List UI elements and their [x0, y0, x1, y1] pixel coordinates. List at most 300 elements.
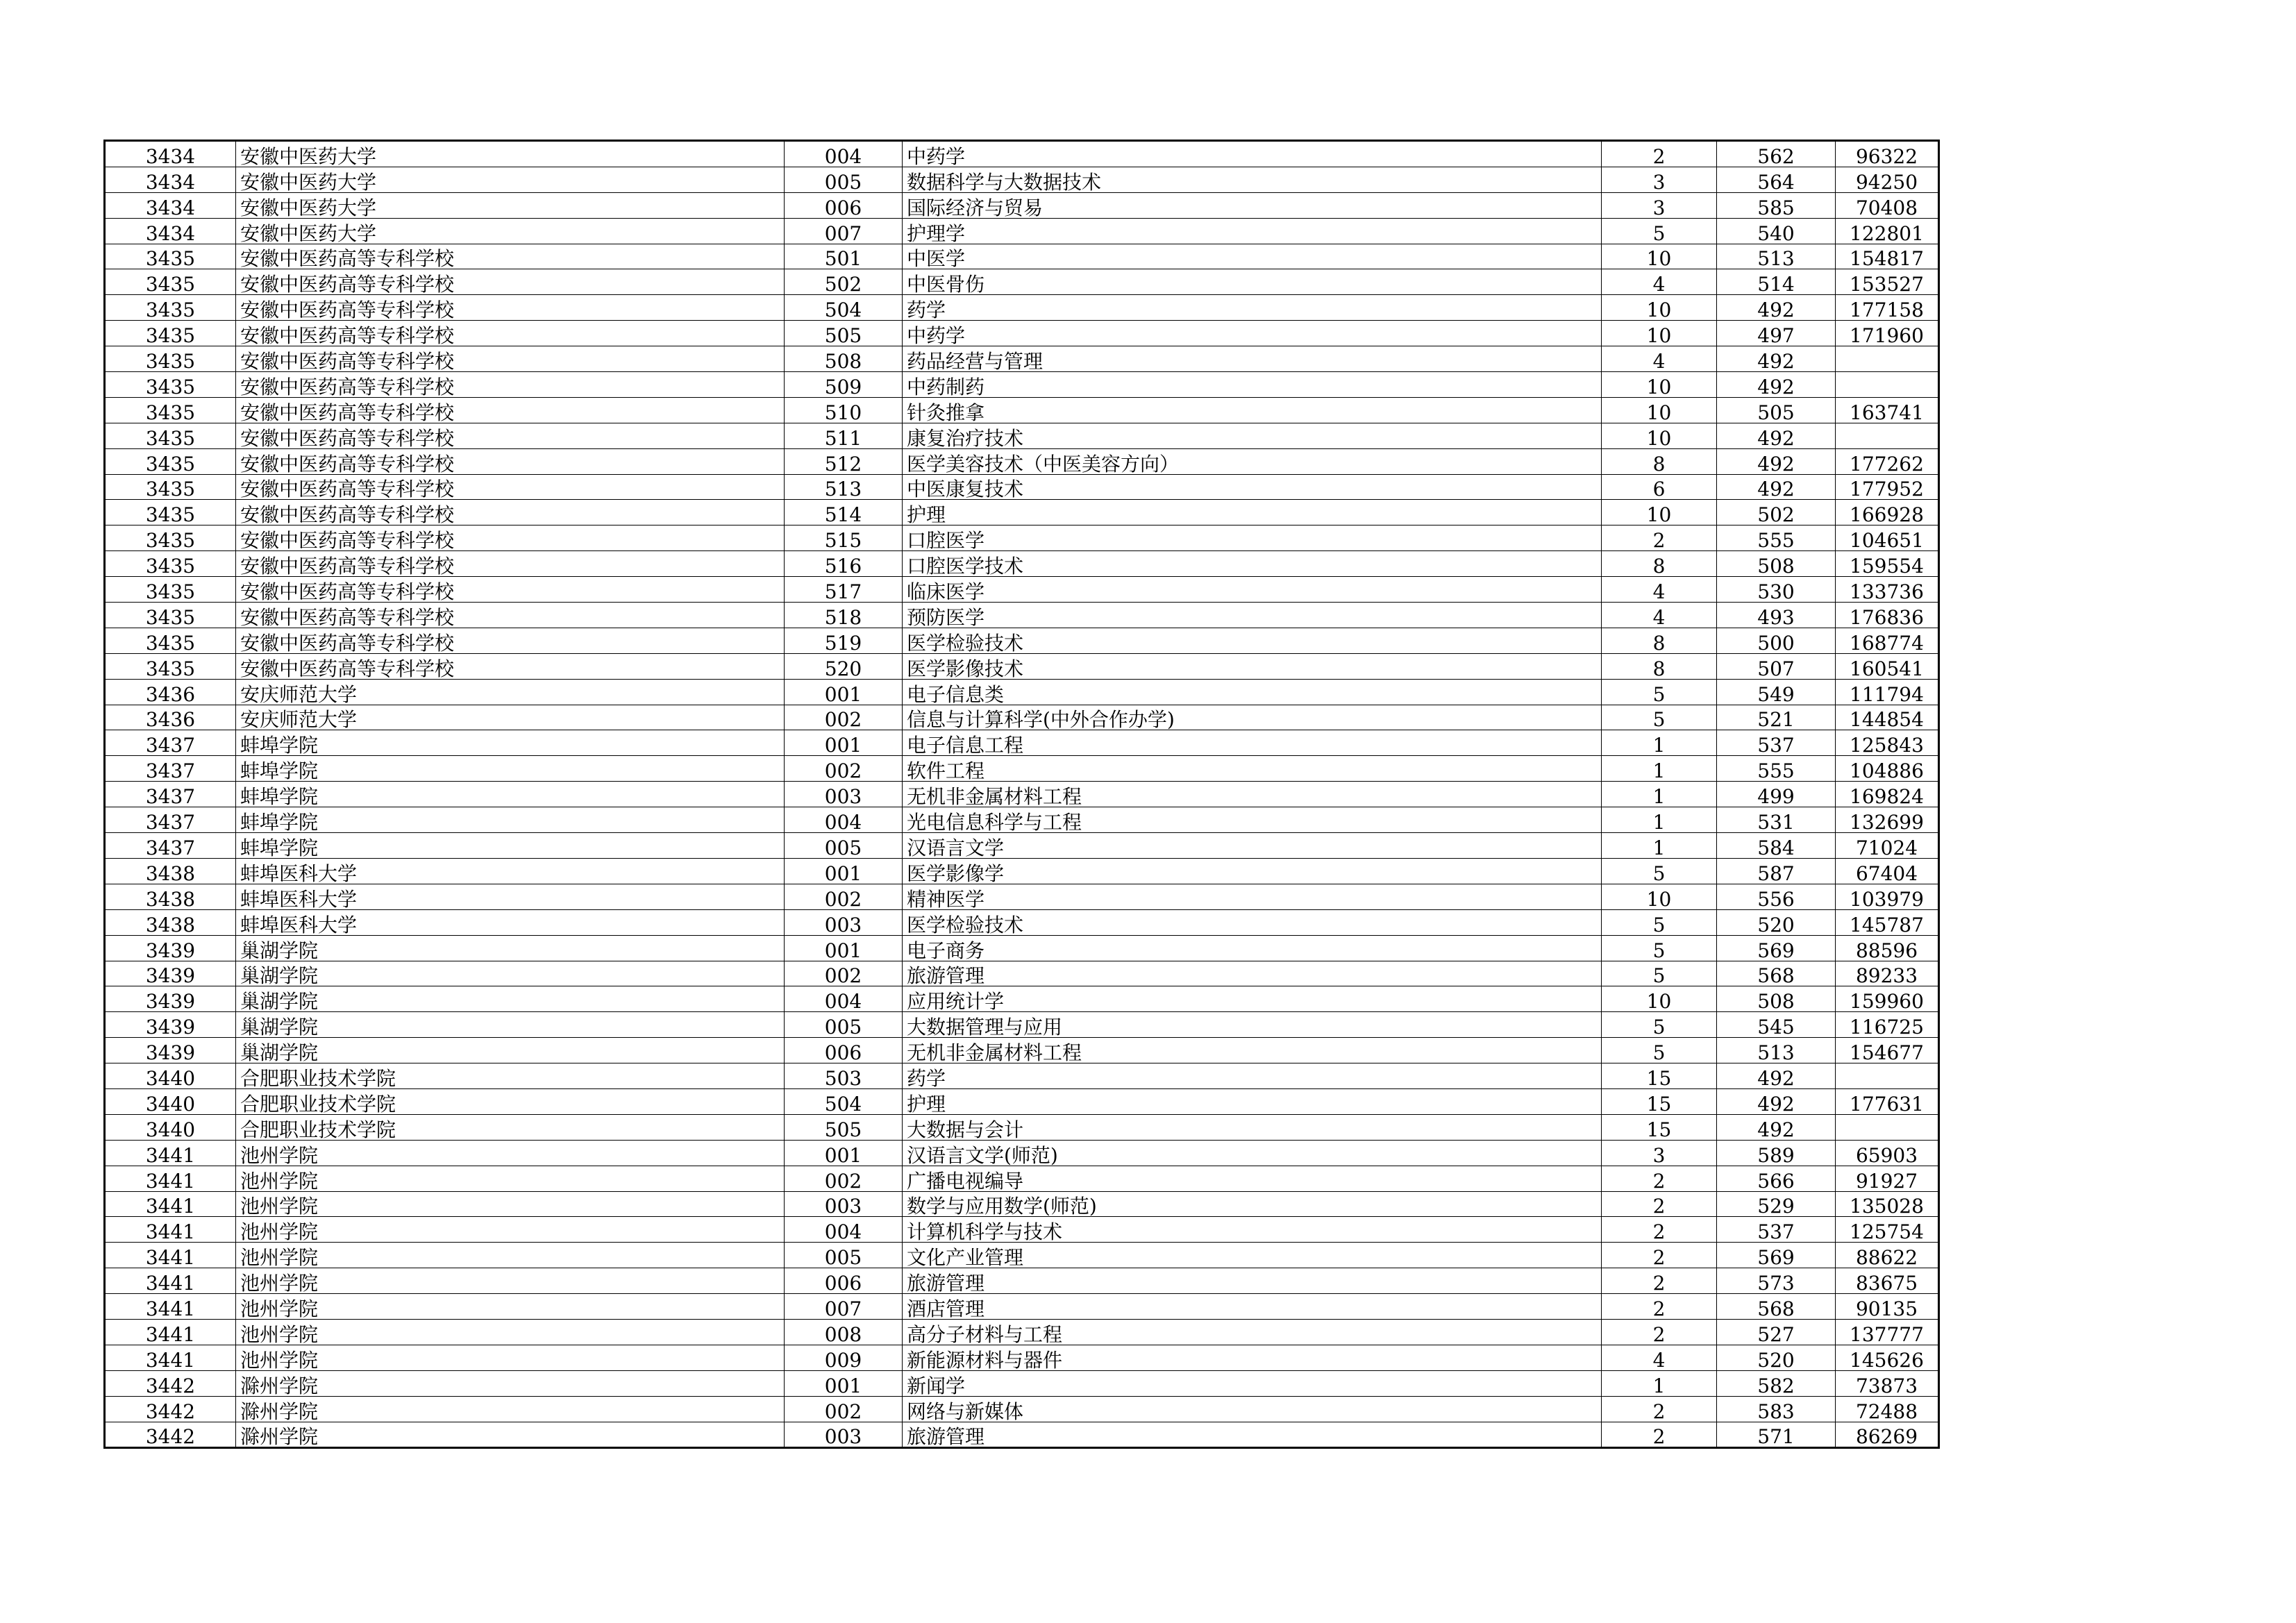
quota-cell: 5 [1602, 1012, 1717, 1038]
quota-cell: 10 [1602, 244, 1717, 269]
school-name-cell: 安徽中医药大学 [236, 192, 785, 218]
quota-cell: 15 [1602, 1063, 1717, 1089]
school-code-cell: 3441 [105, 1345, 236, 1370]
min-score-cell: 573 [1717, 1268, 1836, 1294]
school-code-cell: 3442 [105, 1422, 236, 1448]
rank-cell: 122801 [1836, 218, 1939, 244]
school-code-cell: 3435 [105, 448, 236, 474]
major-code-cell: 510 [785, 397, 903, 423]
major-code-cell: 007 [785, 218, 903, 244]
school-name-cell: 安徽中医药高等专科学校 [236, 397, 785, 423]
school-name-cell: 蚌埠医科大学 [236, 909, 785, 935]
major-name-cell: 旅游管理 [903, 961, 1602, 986]
school-code-cell: 3436 [105, 679, 236, 705]
rank-cell: 153527 [1836, 269, 1939, 295]
rank-cell: 88622 [1836, 1243, 1939, 1268]
table-row [105, 321, 1939, 346]
school-code-cell: 3440 [105, 1063, 236, 1089]
major-code-cell: 002 [785, 705, 903, 730]
major-name-cell: 信息与计算科学(中外合作办学) [903, 705, 1602, 730]
rank-cell [1836, 1063, 1939, 1089]
school-code-cell: 3435 [105, 295, 236, 321]
min-score-cell: 513 [1717, 244, 1836, 269]
table-row [105, 782, 1939, 807]
school-name-cell: 安徽中医药高等专科学校 [236, 551, 785, 577]
major-name-cell: 软件工程 [903, 756, 1602, 782]
table-row [105, 756, 1939, 782]
major-name-cell: 临床医学 [903, 577, 1602, 603]
school-name-cell: 安徽中医药高等专科学校 [236, 577, 785, 603]
quota-cell: 5 [1602, 961, 1717, 986]
table-row [105, 1166, 1939, 1191]
school-name-cell: 安徽中医药高等专科学校 [236, 295, 785, 321]
min-score-cell: 555 [1717, 756, 1836, 782]
quota-cell: 2 [1602, 1422, 1717, 1448]
table-row [105, 448, 1939, 474]
quota-cell: 10 [1602, 500, 1717, 525]
rank-cell: 88596 [1836, 935, 1939, 961]
major-name-cell: 药学 [903, 1063, 1602, 1089]
school-name-cell: 蚌埠医科大学 [236, 884, 785, 909]
quota-cell: 1 [1602, 782, 1717, 807]
table-body [105, 141, 1939, 1448]
school-code-cell: 3437 [105, 730, 236, 756]
school-name-cell: 安徽中医药高等专科学校 [236, 603, 785, 628]
min-score-cell: 584 [1717, 833, 1836, 859]
major-name-cell: 汉语言文学 [903, 833, 1602, 859]
major-name-cell: 预防医学 [903, 603, 1602, 628]
school-name-cell: 池州学院 [236, 1294, 785, 1320]
rank-cell [1836, 346, 1939, 372]
rank-cell: 171960 [1836, 321, 1939, 346]
quota-cell: 1 [1602, 756, 1717, 782]
school-name-cell: 安徽中医药高等专科学校 [236, 346, 785, 372]
quota-cell: 8 [1602, 448, 1717, 474]
major-code-cell: 505 [785, 321, 903, 346]
school-name-cell: 滁州学院 [236, 1422, 785, 1448]
admission-table [103, 140, 1940, 1449]
table-row [105, 1345, 1939, 1370]
major-code-cell: 519 [785, 628, 903, 653]
table-row [105, 1294, 1939, 1320]
major-name-cell: 中医骨伤 [903, 269, 1602, 295]
major-code-cell: 001 [785, 679, 903, 705]
major-code-cell: 502 [785, 269, 903, 295]
rank-cell: 96322 [1836, 141, 1939, 167]
min-score-cell: 492 [1717, 372, 1836, 398]
min-score-cell: 566 [1717, 1166, 1836, 1191]
school-code-cell: 3435 [105, 653, 236, 679]
table-row [105, 474, 1939, 500]
major-code-cell: 003 [785, 782, 903, 807]
major-name-cell: 护理 [903, 500, 1602, 525]
min-score-cell: 508 [1717, 551, 1836, 577]
table-row [105, 1140, 1939, 1166]
min-score-cell: 564 [1717, 167, 1836, 192]
table-row [105, 500, 1939, 525]
min-score-cell: 537 [1717, 730, 1836, 756]
rank-cell: 73873 [1836, 1370, 1939, 1396]
quota-cell: 10 [1602, 295, 1717, 321]
major-code-cell: 003 [785, 1422, 903, 1448]
table-row [105, 730, 1939, 756]
min-score-cell: 499 [1717, 782, 1836, 807]
school-code-cell: 3435 [105, 244, 236, 269]
quota-cell: 2 [1602, 1396, 1717, 1422]
table-row [105, 372, 1939, 398]
school-code-cell: 3435 [105, 551, 236, 577]
major-code-cell: 515 [785, 525, 903, 551]
min-score-cell: 507 [1717, 653, 1836, 679]
major-code-cell: 508 [785, 346, 903, 372]
major-name-cell: 无机非金属材料工程 [903, 1038, 1602, 1063]
major-code-cell: 514 [785, 500, 903, 525]
rank-cell: 72488 [1836, 1396, 1939, 1422]
table-row [105, 1243, 1939, 1268]
rank-cell: 86269 [1836, 1422, 1939, 1448]
major-name-cell: 中药制药 [903, 372, 1602, 398]
major-code-cell: 008 [785, 1319, 903, 1345]
min-score-cell: 556 [1717, 884, 1836, 909]
school-name-cell: 安徽中医药大学 [236, 167, 785, 192]
school-name-cell: 池州学院 [236, 1268, 785, 1294]
rank-cell: 159554 [1836, 551, 1939, 577]
major-name-cell: 计算机科学与技术 [903, 1217, 1602, 1243]
table-row [105, 986, 1939, 1012]
min-score-cell: 545 [1717, 1012, 1836, 1038]
quota-cell: 3 [1602, 192, 1717, 218]
school-name-cell: 滁州学院 [236, 1396, 785, 1422]
table-row [105, 1217, 1939, 1243]
major-name-cell: 电子信息类 [903, 679, 1602, 705]
school-name-cell: 蚌埠医科大学 [236, 858, 785, 884]
min-score-cell: 540 [1717, 218, 1836, 244]
quota-cell: 5 [1602, 218, 1717, 244]
major-code-cell: 009 [785, 1345, 903, 1370]
min-score-cell: 492 [1717, 1114, 1836, 1140]
min-score-cell: 497 [1717, 321, 1836, 346]
table-row [105, 397, 1939, 423]
quota-cell: 10 [1602, 321, 1717, 346]
rank-cell: 176836 [1836, 603, 1939, 628]
school-name-cell: 滁州学院 [236, 1370, 785, 1396]
major-code-cell: 003 [785, 1191, 903, 1217]
quota-cell: 10 [1602, 372, 1717, 398]
quota-cell: 10 [1602, 397, 1717, 423]
rank-cell: 116725 [1836, 1012, 1939, 1038]
major-code-cell: 001 [785, 730, 903, 756]
school-code-cell: 3438 [105, 909, 236, 935]
table-row [105, 1268, 1939, 1294]
major-code-cell: 004 [785, 986, 903, 1012]
major-code-cell: 007 [785, 1294, 903, 1320]
school-code-cell: 3438 [105, 884, 236, 909]
min-score-cell: 585 [1717, 192, 1836, 218]
school-name-cell: 巢湖学院 [236, 1038, 785, 1063]
major-code-cell: 004 [785, 1217, 903, 1243]
school-name-cell: 池州学院 [236, 1191, 785, 1217]
min-score-cell: 521 [1717, 705, 1836, 730]
major-code-cell: 005 [785, 1012, 903, 1038]
school-name-cell: 安徽中医药大学 [236, 141, 785, 167]
quota-cell: 5 [1602, 679, 1717, 705]
min-score-cell: 492 [1717, 346, 1836, 372]
table-row [105, 295, 1939, 321]
school-code-cell: 3435 [105, 321, 236, 346]
school-name-cell: 安徽中医药高等专科学校 [236, 500, 785, 525]
min-score-cell: 502 [1717, 500, 1836, 525]
table-row [105, 807, 1939, 833]
table-row [105, 244, 1939, 269]
rank-cell: 125843 [1836, 730, 1939, 756]
school-name-cell: 安徽中医药高等专科学校 [236, 244, 785, 269]
min-score-cell: 492 [1717, 474, 1836, 500]
table-row [105, 628, 1939, 653]
school-code-cell: 3441 [105, 1140, 236, 1166]
school-name-cell: 合肥职业技术学院 [236, 1114, 785, 1140]
major-code-cell: 002 [785, 884, 903, 909]
quota-cell: 1 [1602, 1370, 1717, 1396]
school-code-cell: 3435 [105, 372, 236, 398]
rank-cell: 177158 [1836, 295, 1939, 321]
school-code-cell: 3437 [105, 782, 236, 807]
school-name-cell: 安徽中医药高等专科学校 [236, 269, 785, 295]
rank-cell: 159960 [1836, 986, 1939, 1012]
rank-cell: 144854 [1836, 705, 1939, 730]
major-code-cell: 002 [785, 756, 903, 782]
major-code-cell: 001 [785, 1140, 903, 1166]
table-row [105, 1063, 1939, 1089]
quota-cell: 2 [1602, 1217, 1717, 1243]
min-score-cell: 549 [1717, 679, 1836, 705]
school-code-cell: 3440 [105, 1114, 236, 1140]
school-code-cell: 3441 [105, 1294, 236, 1320]
min-score-cell: 513 [1717, 1038, 1836, 1063]
school-code-cell: 3437 [105, 833, 236, 859]
table-row [105, 858, 1939, 884]
quota-cell: 2 [1602, 1191, 1717, 1217]
quota-cell: 2 [1602, 1268, 1717, 1294]
major-name-cell: 数学与应用数学(师范) [903, 1191, 1602, 1217]
major-name-cell: 旅游管理 [903, 1268, 1602, 1294]
school-name-cell: 蚌埠学院 [236, 756, 785, 782]
table-row [105, 1422, 1939, 1448]
major-name-cell: 数据科学与大数据技术 [903, 167, 1602, 192]
major-code-cell: 513 [785, 474, 903, 500]
rank-cell: 65903 [1836, 1140, 1939, 1166]
school-name-cell: 蚌埠学院 [236, 833, 785, 859]
major-name-cell: 中医学 [903, 244, 1602, 269]
rank-cell: 111794 [1836, 679, 1939, 705]
major-code-cell: 004 [785, 141, 903, 167]
school-name-cell: 蚌埠学院 [236, 782, 785, 807]
major-name-cell: 国际经济与贸易 [903, 192, 1602, 218]
school-code-cell: 3434 [105, 141, 236, 167]
quota-cell: 5 [1602, 935, 1717, 961]
table-row [105, 1396, 1939, 1422]
school-name-cell: 安徽中医药高等专科学校 [236, 448, 785, 474]
major-name-cell: 无机非金属材料工程 [903, 782, 1602, 807]
major-name-cell: 文化产业管理 [903, 1243, 1602, 1268]
rank-cell: 163741 [1836, 397, 1939, 423]
school-code-cell: 3439 [105, 1038, 236, 1063]
quota-cell: 2 [1602, 1294, 1717, 1320]
school-code-cell: 3435 [105, 397, 236, 423]
quota-cell: 3 [1602, 167, 1717, 192]
table-row [105, 1191, 1939, 1217]
school-name-cell: 蚌埠学院 [236, 807, 785, 833]
rank-cell [1836, 423, 1939, 448]
school-name-cell: 池州学院 [236, 1166, 785, 1191]
table-row [105, 218, 1939, 244]
major-code-cell: 517 [785, 577, 903, 603]
major-name-cell: 口腔医学技术 [903, 551, 1602, 577]
school-name-cell: 安徽中医药高等专科学校 [236, 372, 785, 398]
major-name-cell: 酒店管理 [903, 1294, 1602, 1320]
school-code-cell: 3441 [105, 1319, 236, 1345]
min-score-cell: 505 [1717, 397, 1836, 423]
major-name-cell: 医学影像技术 [903, 653, 1602, 679]
rank-cell: 160541 [1836, 653, 1939, 679]
table-row [105, 167, 1939, 192]
quota-cell: 2 [1602, 1243, 1717, 1268]
major-code-cell: 001 [785, 858, 903, 884]
quota-cell: 4 [1602, 1345, 1717, 1370]
major-code-cell: 505 [785, 1114, 903, 1140]
school-name-cell: 池州学院 [236, 1217, 785, 1243]
rank-cell: 89233 [1836, 961, 1939, 986]
rank-cell: 132699 [1836, 807, 1939, 833]
major-name-cell: 康复治疗技术 [903, 423, 1602, 448]
school-code-cell: 3439 [105, 986, 236, 1012]
rank-cell: 166928 [1836, 500, 1939, 525]
major-name-cell: 电子商务 [903, 935, 1602, 961]
rank-cell: 169824 [1836, 782, 1939, 807]
school-code-cell: 3435 [105, 500, 236, 525]
quota-cell: 5 [1602, 909, 1717, 935]
quota-cell: 2 [1602, 1166, 1717, 1191]
table-row [105, 1012, 1939, 1038]
major-code-cell: 520 [785, 653, 903, 679]
min-score-cell: 568 [1717, 1294, 1836, 1320]
quota-cell: 4 [1602, 346, 1717, 372]
quota-cell: 15 [1602, 1088, 1717, 1114]
min-score-cell: 589 [1717, 1140, 1836, 1166]
school-name-cell: 池州学院 [236, 1319, 785, 1345]
min-score-cell: 492 [1717, 1063, 1836, 1089]
school-code-cell: 3437 [105, 807, 236, 833]
major-code-cell: 005 [785, 167, 903, 192]
rank-cell: 125754 [1836, 1217, 1939, 1243]
rank-cell: 137777 [1836, 1319, 1939, 1345]
major-name-cell: 医学检验技术 [903, 909, 1602, 935]
rank-cell: 145626 [1836, 1345, 1939, 1370]
school-code-cell: 3434 [105, 218, 236, 244]
min-score-cell: 569 [1717, 935, 1836, 961]
min-score-cell: 537 [1717, 1217, 1836, 1243]
min-score-cell: 527 [1717, 1319, 1836, 1345]
major-code-cell: 003 [785, 909, 903, 935]
school-code-cell: 3441 [105, 1191, 236, 1217]
min-score-cell: 500 [1717, 628, 1836, 653]
school-name-cell: 巢湖学院 [236, 986, 785, 1012]
major-code-cell: 504 [785, 1088, 903, 1114]
min-score-cell: 582 [1717, 1370, 1836, 1396]
table-row [105, 192, 1939, 218]
min-score-cell: 492 [1717, 295, 1836, 321]
quota-cell: 10 [1602, 423, 1717, 448]
school-code-cell: 3436 [105, 705, 236, 730]
school-code-cell: 3439 [105, 1012, 236, 1038]
major-name-cell: 新闻学 [903, 1370, 1602, 1396]
table-row [105, 884, 1939, 909]
major-code-cell: 509 [785, 372, 903, 398]
school-code-cell: 3441 [105, 1217, 236, 1243]
min-score-cell: 493 [1717, 603, 1836, 628]
rank-cell: 177952 [1836, 474, 1939, 500]
rank-cell: 133736 [1836, 577, 1939, 603]
rank-cell: 145787 [1836, 909, 1939, 935]
major-code-cell: 006 [785, 1268, 903, 1294]
table-row [105, 551, 1939, 577]
school-name-cell: 安庆师范大学 [236, 679, 785, 705]
quota-cell: 5 [1602, 1038, 1717, 1063]
school-name-cell: 安徽中医药大学 [236, 218, 785, 244]
school-code-cell: 3435 [105, 525, 236, 551]
major-name-cell: 针灸推拿 [903, 397, 1602, 423]
school-code-cell: 3442 [105, 1396, 236, 1422]
quota-cell: 2 [1602, 525, 1717, 551]
school-name-cell: 安徽中医药高等专科学校 [236, 525, 785, 551]
major-code-cell: 001 [785, 1370, 903, 1396]
table-row [105, 423, 1939, 448]
major-name-cell: 电子信息工程 [903, 730, 1602, 756]
quota-cell: 6 [1602, 474, 1717, 500]
school-code-cell: 3440 [105, 1088, 236, 1114]
major-name-cell: 网络与新媒体 [903, 1396, 1602, 1422]
rank-cell: 70408 [1836, 192, 1939, 218]
quota-cell: 2 [1602, 141, 1717, 167]
rank-cell: 71024 [1836, 833, 1939, 859]
school-name-cell: 安徽中医药高等专科学校 [236, 321, 785, 346]
rank-cell: 94250 [1836, 167, 1939, 192]
major-code-cell: 504 [785, 295, 903, 321]
min-score-cell: 562 [1717, 141, 1836, 167]
school-code-cell: 3441 [105, 1268, 236, 1294]
major-name-cell: 药学 [903, 295, 1602, 321]
school-code-cell: 3435 [105, 423, 236, 448]
school-name-cell: 合肥职业技术学院 [236, 1063, 785, 1089]
min-score-cell: 568 [1717, 961, 1836, 986]
major-name-cell: 护理 [903, 1088, 1602, 1114]
min-score-cell: 492 [1717, 423, 1836, 448]
rank-cell: 67404 [1836, 858, 1939, 884]
school-name-cell: 安徽中医药高等专科学校 [236, 474, 785, 500]
school-code-cell: 3435 [105, 346, 236, 372]
school-code-cell: 3435 [105, 474, 236, 500]
major-code-cell: 516 [785, 551, 903, 577]
quota-cell: 1 [1602, 730, 1717, 756]
school-code-cell: 3434 [105, 167, 236, 192]
major-code-cell: 002 [785, 1396, 903, 1422]
min-score-cell: 520 [1717, 909, 1836, 935]
min-score-cell: 530 [1717, 577, 1836, 603]
table-row [105, 346, 1939, 372]
quota-cell: 5 [1602, 858, 1717, 884]
major-code-cell: 512 [785, 448, 903, 474]
school-name-cell: 池州学院 [236, 1345, 785, 1370]
table-row [105, 1038, 1939, 1063]
